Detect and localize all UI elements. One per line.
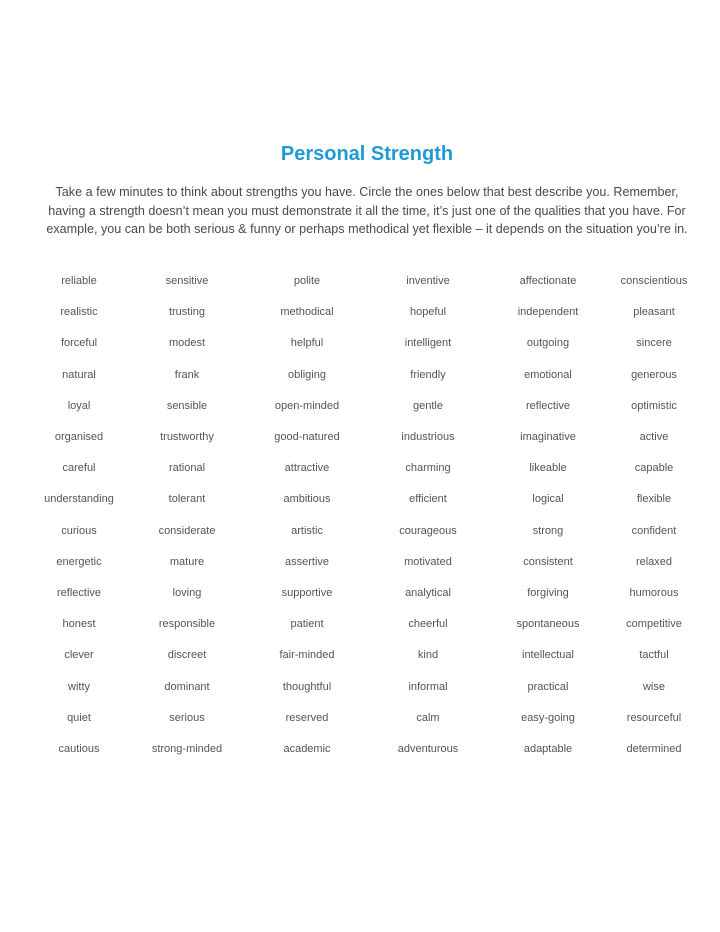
intro-line: Take a few minutes to think about strengths you have. Circle the ones below that best describe you. Remember, (55, 185, 679, 199)
strength-word: humorous (629, 587, 679, 599)
strength-word: conscientious (620, 275, 688, 287)
strength-word: intelligent (404, 337, 452, 350)
strength-word: patient (290, 618, 324, 631)
strength-word: confident (631, 524, 677, 537)
strength-word-grid (0, 271, 720, 770)
strength-word: dominant (164, 680, 210, 693)
strength-word: open-minded (274, 399, 340, 412)
strength-word: frank (174, 368, 200, 381)
strength-word: imaginative (520, 431, 576, 443)
strength-word: quiet (67, 711, 91, 724)
strength-word: active (639, 431, 669, 443)
strength-word: intellectual (522, 649, 574, 662)
strength-word: friendly (410, 368, 446, 381)
strength-word: good-natured (274, 431, 340, 443)
strength-word: competitive (626, 618, 682, 631)
strength-word: reserved (285, 711, 329, 724)
strength-word: forgiving (527, 587, 569, 599)
strength-word: understanding (44, 493, 114, 506)
strength-word: natural (62, 368, 96, 381)
strength-word: consistent (523, 555, 573, 568)
strength-word: methodical (280, 306, 334, 319)
strength-word: careful (62, 462, 96, 475)
strength-word: reflective (56, 587, 102, 599)
strength-word: courageous (399, 524, 457, 537)
strength-word: fair-minded (279, 649, 335, 662)
strength-word: emotional (524, 368, 572, 381)
strength-word: trusting (168, 306, 206, 319)
strength-word: kind (417, 649, 439, 662)
strength-word: efficient (409, 493, 447, 506)
strength-word: practical (527, 680, 569, 693)
strength-word: adventurous (397, 743, 459, 755)
strength-word: inventive (406, 275, 450, 287)
strength-word: generous (631, 368, 677, 381)
strength-word: sincere (636, 337, 672, 350)
strength-word: cheerful (408, 618, 448, 631)
strength-word: mature (169, 555, 205, 568)
strength-word: rational (168, 462, 206, 475)
strength-word: loving (172, 587, 202, 599)
strength-word: hopeful (409, 306, 447, 319)
strength-word: helpful (290, 337, 324, 350)
strength-word: gentle (413, 399, 443, 412)
strength-word: logical (532, 493, 564, 506)
strength-word: serious (169, 711, 205, 724)
strength-word: charming (405, 462, 451, 475)
strength-word: reliable (61, 275, 97, 287)
strength-word: considerate (158, 524, 216, 537)
strength-word: sensible (166, 399, 208, 412)
strength-word: responsible (158, 618, 216, 631)
strength-word: obliging (288, 368, 326, 381)
strength-word: outgoing (526, 337, 570, 350)
strength-word: organised (54, 431, 104, 443)
strength-word: forceful (60, 337, 98, 350)
strength-word: adaptable (523, 743, 573, 755)
strength-word: industrious (401, 431, 455, 443)
strength-word: flexible (636, 493, 672, 506)
strength-word: spontaneous (516, 618, 580, 631)
strength-word: curious (61, 524, 97, 537)
strength-word: sensitive (165, 275, 209, 287)
strength-word: modest (168, 337, 206, 350)
strength-word: relaxed (635, 555, 673, 568)
strength-word: capable (634, 462, 674, 475)
strength-word: trustworthy (160, 431, 214, 443)
strength-word: loyal (67, 399, 91, 412)
strength-word: attractive (284, 462, 330, 475)
strength-word: wise (642, 680, 665, 693)
strength-word: independent (517, 306, 579, 319)
strength-word: tolerant (168, 493, 206, 506)
strength-word: strong (532, 524, 564, 537)
strength-word: affectionate (519, 275, 577, 287)
strength-word: optimistic (631, 399, 677, 412)
strength-word: polite (293, 275, 321, 287)
strength-word: likeable (529, 462, 567, 475)
strength-word: analytical (405, 587, 451, 599)
strength-word: clever (64, 649, 94, 662)
intro-line: example, you can be both serious & funny or perhaps methodical yet flexible – it depends on the situation you’re in. (46, 222, 688, 236)
strength-word: energetic (56, 555, 102, 568)
strength-word: tactful (639, 649, 669, 662)
intro-paragraph (0, 183, 720, 239)
strength-word: ambitious (283, 493, 331, 506)
strength-word: informal (408, 680, 448, 693)
strength-word: cautious (58, 743, 100, 755)
strength-word: thoughtful (282, 680, 332, 693)
strength-word: academic (283, 743, 331, 755)
strength-word: resourceful (626, 711, 682, 724)
strength-word: pleasant (633, 306, 675, 319)
strength-word: assertive (284, 555, 330, 568)
strength-word: supportive (281, 587, 333, 599)
strength-word: realistic (60, 306, 98, 319)
page-title: Personal Strength (280, 143, 454, 165)
strength-word: reflective (525, 399, 571, 412)
strength-word: strong-minded (151, 743, 223, 755)
strength-word: motivated (404, 555, 452, 568)
strength-word: witty (68, 680, 90, 693)
strength-word: calm (416, 711, 440, 724)
strength-word: easy-going (521, 711, 575, 724)
strength-word: discreet (167, 649, 207, 662)
strength-word: artistic (291, 524, 323, 537)
strength-word: determined (626, 743, 682, 755)
intro-line: having a strength doesn’t mean you must demonstrate it all the time, it’s just one of the qualities that you have. For (48, 203, 686, 218)
strength-word: honest (62, 618, 96, 631)
